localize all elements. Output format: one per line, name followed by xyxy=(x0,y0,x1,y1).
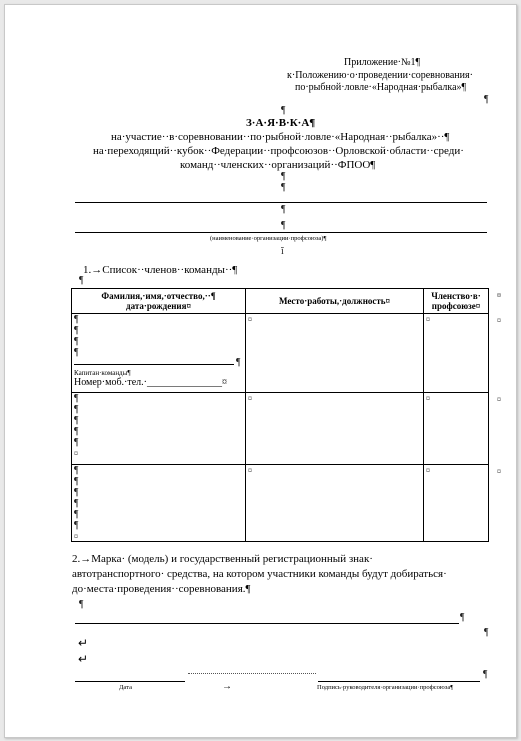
date-line[interactable] xyxy=(75,681,185,682)
section-2-line-1: 2.→Марка· (модель) и государственный регистрационный знак· xyxy=(72,553,373,565)
title-line-3: команд··членских··организаций··ФПОО¶ xyxy=(180,159,376,171)
member-membership-cell[interactable]: ¤ ¤ xyxy=(424,465,489,542)
anchor-mark: ĭ xyxy=(281,246,284,257)
pilcrow: ¶ xyxy=(79,599,84,610)
pilcrow: ¶ xyxy=(484,94,489,105)
table-header-row xyxy=(72,289,489,314)
vehicle-info-line[interactable] xyxy=(75,623,459,624)
signature-label: Подпись·руководителя·организации·профсоюза¶ xyxy=(317,684,454,691)
member-name-cell[interactable]: ¶ ¶ ¶ ¶ ¶ ¶ ¤ xyxy=(72,465,246,542)
captain-line xyxy=(74,364,234,365)
title-line-1: на·участие··в·соревновании··по·рыбной·ловле·«Народная··рыбалка»··¶ xyxy=(111,131,450,143)
section-1-label: 1.→Список··членов··команды··¶ xyxy=(83,264,238,276)
mobile-phone-field[interactable]: Номер·моб.·тел.·_______________¤ xyxy=(74,377,228,388)
line-break-mark: ↵ xyxy=(78,636,89,650)
member-workplace-cell[interactable]: ¤ xyxy=(246,465,424,542)
pilcrow: ¶ xyxy=(281,171,286,182)
member-name-cell[interactable]: ¶ ¶ ¶ ¶ ¶ ¤ xyxy=(72,393,246,465)
member-name-cell[interactable]: ¶ ¶ ¶ ¶ ¶ Капитан·команды¶ Номер·моб.·тел.·_______________¤ xyxy=(72,314,246,393)
signature-line[interactable] xyxy=(318,681,480,682)
column-header-workplace: Место·работы,·должность¤ xyxy=(246,289,424,314)
pilcrow: ¶ xyxy=(281,220,286,231)
org-name-caption: (наименование·организации·профсоюза)¶ xyxy=(210,235,327,242)
captain-label: Капитан·команды¶ xyxy=(74,369,131,377)
section-2-line-2: автотранспортного· средства, на котором участники команды будут добираться· xyxy=(72,568,447,580)
column-header-name: Фамилия,·имя,·отчество,··¶ дата·рождения¤ xyxy=(72,289,246,314)
appendix-line-1: Приложение·№1¶ xyxy=(344,57,421,68)
pilcrow: ¶ xyxy=(281,204,286,215)
section-2-line-3: до·места·проведения··соревнования.¶ xyxy=(72,583,251,595)
line-break-mark: ↵ xyxy=(78,652,89,666)
pilcrow: ¶ xyxy=(483,669,488,680)
title-line-2: на·переходящий··кубок··Федерации··профсоюзов··Орловской·области··среди· xyxy=(93,145,464,157)
date-label: Дата xyxy=(119,684,132,691)
table-row xyxy=(72,465,489,542)
pilcrow: ¶ xyxy=(484,627,489,638)
table-row xyxy=(72,314,489,393)
table-row xyxy=(72,393,489,465)
cell-marker: ¤ xyxy=(497,291,501,300)
tab-leader xyxy=(188,673,316,674)
org-name-line xyxy=(75,202,487,203)
tab-arrow: → xyxy=(222,681,232,692)
member-membership-cell[interactable]: ¤ ¤ xyxy=(424,393,489,465)
member-membership-cell[interactable]: ¤ ¤ xyxy=(424,314,489,393)
pilcrow: ¶ xyxy=(281,182,286,193)
pilcrow: ¶ xyxy=(281,105,286,116)
team-members-table xyxy=(71,288,501,542)
pilcrow: ¶ xyxy=(460,612,465,623)
pilcrow: ¶ xyxy=(79,275,84,286)
appendix-line-3: по·рыбной·ловле·«Народная·рыбалка»¶ xyxy=(295,82,467,93)
document-title: З·А·Я·В·К·А¶ xyxy=(246,117,316,129)
column-header-membership: Членство·в· профсоюзе¤ ¤ xyxy=(424,289,489,314)
appendix-line-2: к·Положению·о·проведении·соревнования· xyxy=(287,70,473,81)
org-name-line xyxy=(75,232,487,233)
member-workplace-cell[interactable]: ¤ xyxy=(246,314,424,393)
member-workplace-cell[interactable]: ¤ xyxy=(246,393,424,465)
document-page xyxy=(4,4,517,738)
